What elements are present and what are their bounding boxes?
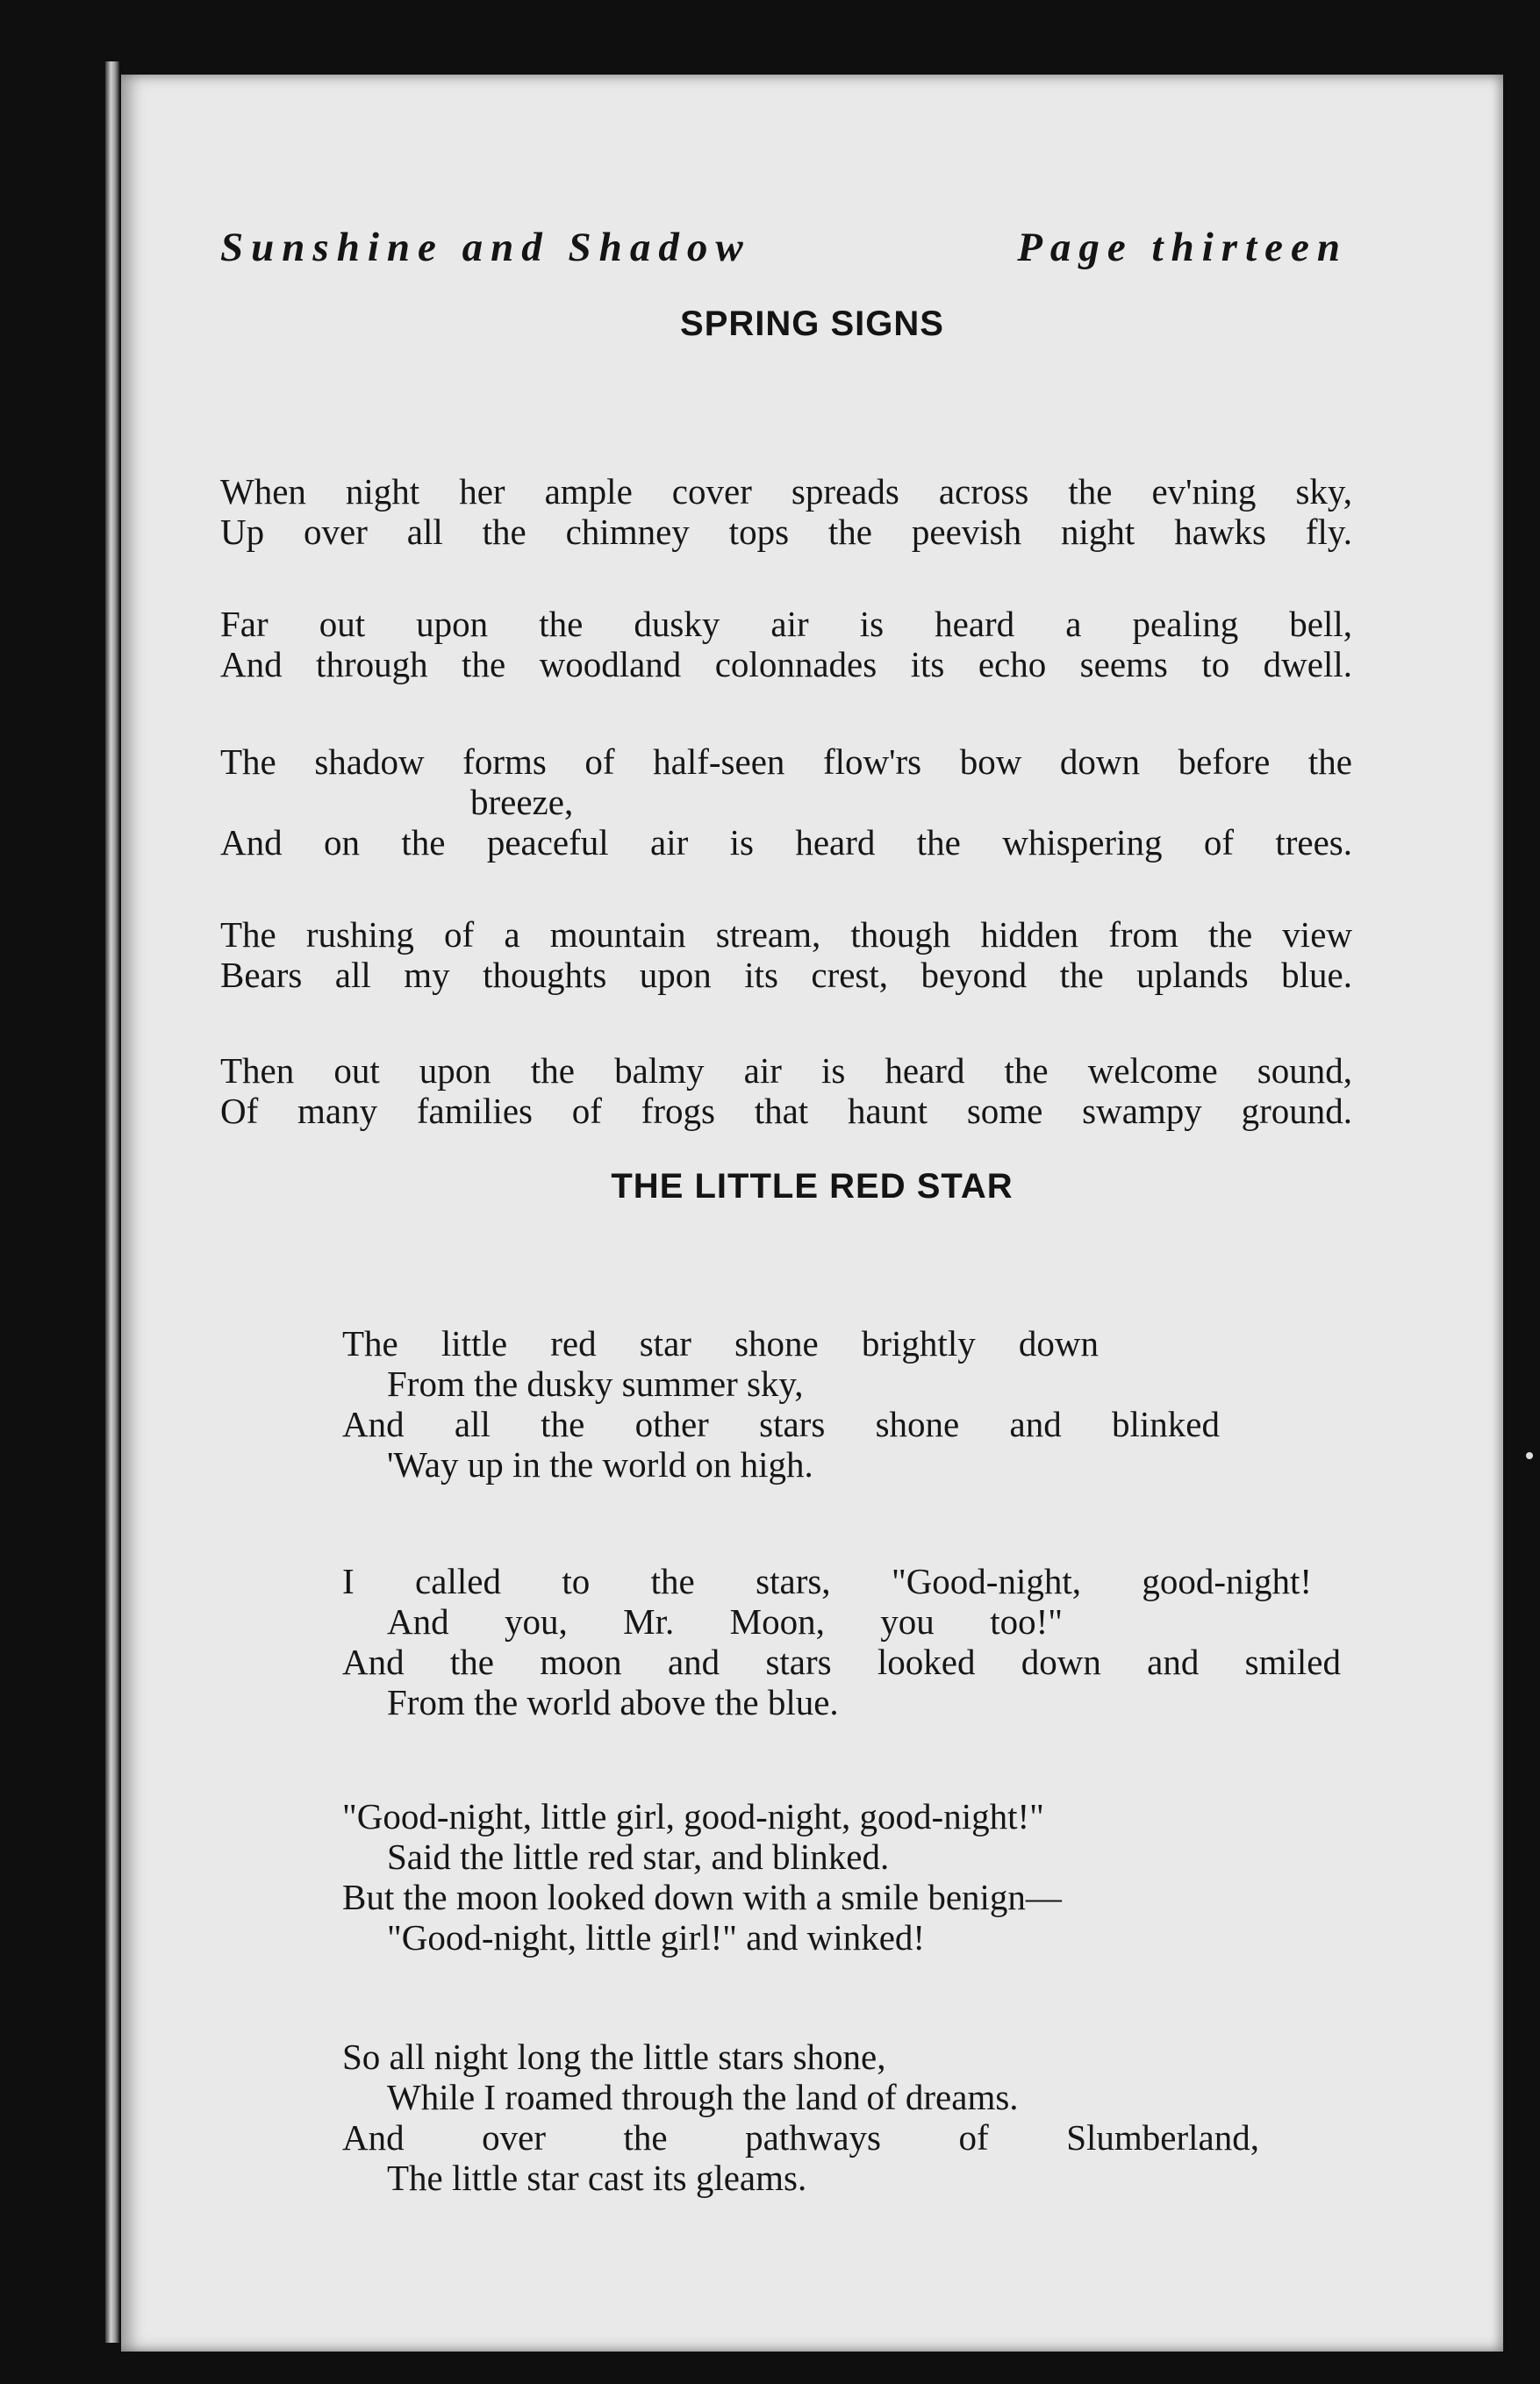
page-number-header: Page thirteen	[1017, 225, 1348, 270]
poem-line: The little star cast its gleams.	[387, 2158, 807, 2198]
poem-line: When night her ample cover spreads across the ev'ning sky,	[220, 471, 1352, 512]
poem-line: And the moon and stars looked down and smiled	[342, 1642, 1341, 1682]
poem-line: Bears all my thoughts upon its crest, beyond the uplands blue.	[220, 955, 1352, 995]
poem-line: The little red star shone brightly down	[342, 1323, 1099, 1364]
poem-line: breeze,	[470, 782, 574, 822]
poem-line: "Good-night, little girl!" and winked!	[387, 1917, 926, 1958]
poem-line: Then out upon the balmy air is heard the welcome sound,	[220, 1050, 1352, 1091]
poem-line: "Good-night, little girl, good-night, good-night!"	[342, 1796, 1044, 1836]
poem-line: So all night long the little stars shone,	[342, 2037, 886, 2077]
poem-line: And you, Mr. Moon, you too!"	[387, 1601, 1063, 1642]
poem-line: Of many families of frogs that haunt some swampy ground.	[220, 1091, 1352, 1131]
poem-line: Far out upon the dusky air is heard a pealing bell,	[220, 604, 1352, 644]
poem-line: And all the other stars shone and blinked	[342, 1404, 1220, 1444]
poem-line: Up over all the chimney tops the peevish night hawks fly.	[220, 512, 1352, 552]
margin-speck	[1526, 1452, 1533, 1459]
poem-line: I called to the stars, "Good-night, good-night!	[342, 1561, 1312, 1601]
poem-title-spring-signs: SPRING SIGNS	[680, 304, 944, 343]
poem-line: But the moon looked down with a smile benign—	[342, 1877, 1062, 1917]
poem-line: From the world above the blue.	[387, 1682, 839, 1722]
book-title-header: Sunshine and Shadow	[220, 225, 751, 270]
poem-line: From the dusky summer sky,	[387, 1364, 804, 1404]
poem-line: And over the pathways of Slumberland,	[342, 2117, 1259, 2158]
poem-line: The shadow forms of half-seen flow'rs bow down before the	[220, 741, 1352, 782]
poem-line: And on the peaceful air is heard the whispering of trees.	[220, 822, 1352, 863]
poem-line: While I roamed through the land of dreams.	[387, 2077, 1019, 2117]
poem-line: And through the woodland colonnades its echo seems to dwell.	[220, 644, 1352, 684]
book-spine-edge	[105, 61, 119, 2343]
poem-title-little-red-star: THE LITTLE RED STAR	[611, 1167, 1014, 1206]
poem-line: Said the little red star, and blinked.	[387, 1836, 890, 1877]
book-page	[121, 75, 1503, 2352]
running-head	[220, 224, 1348, 294]
poem-line: 'Way up in the world on high.	[387, 1444, 813, 1485]
poem-line: The rushing of a mountain stream, though hidden from the view	[220, 914, 1352, 955]
